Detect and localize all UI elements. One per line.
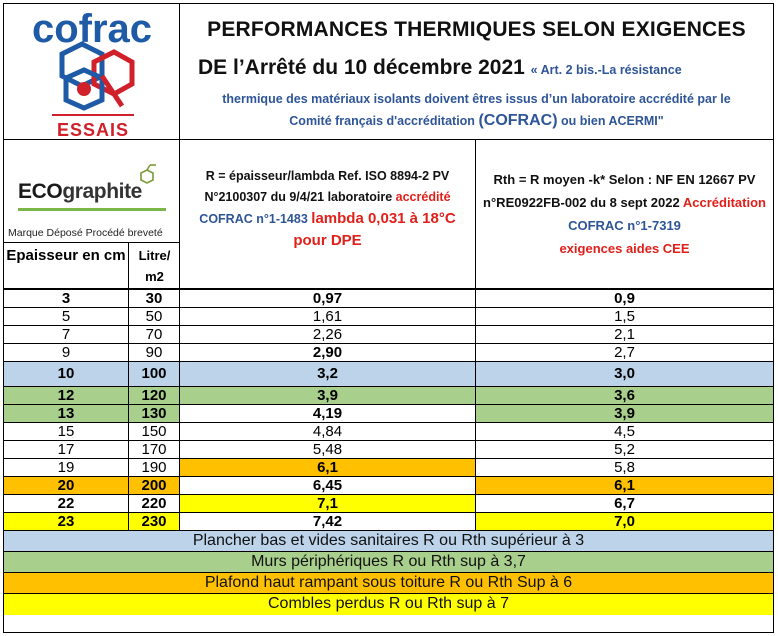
- litre-cell: 70: [129, 326, 180, 343]
- litre-cell: 120: [129, 387, 180, 404]
- table-row: [4, 495, 773, 513]
- cofrac-logo-cell: [4, 4, 180, 140]
- column-header-litre: Litre/ m2: [129, 242, 180, 290]
- rth-value-cell: 4,5: [614, 423, 635, 440]
- table-row: [4, 326, 773, 344]
- thickness-cell: 5: [4, 308, 129, 325]
- ecographite-subtitle: Marque Déposé Procédé breveté: [8, 227, 163, 239]
- rth-value-cell: 3,0: [614, 365, 635, 382]
- performance-table: [3, 3, 774, 633]
- r-value-cell: 4,19: [180, 405, 476, 422]
- r-value-cell: 5,48: [180, 441, 476, 458]
- table-row: [4, 344, 773, 362]
- litre-cell: 230: [129, 513, 180, 530]
- cofrac-logo: [4, 4, 180, 140]
- r-value-cell: 6,45: [180, 477, 476, 494]
- table-row: [4, 459, 773, 477]
- thickness-cell: 20: [4, 477, 129, 494]
- litre-cell: 170: [129, 441, 180, 458]
- thickness-cell: 10: [4, 362, 129, 386]
- thickness-cell: 19: [4, 459, 129, 476]
- table-row: [4, 405, 773, 423]
- r-value-cell: 2,26: [180, 326, 476, 343]
- ecographite-underline: [18, 208, 166, 211]
- r-value-cell: 7,1: [180, 495, 476, 512]
- essais-wordmark: ESSAIS: [56, 120, 130, 140]
- legend-item: Plafond haut rampant sous toiture R ou Rth Sup à 6: [4, 573, 773, 594]
- rth-value-cell: 1,5: [614, 308, 635, 325]
- column-header-rth-text: Rth = R moyen -k* Selon : NF EN 12667 PV n°RE0922FB-002 du 8 sept 2022 Accréditation COFRAC n°1-7319 exigences aides CEE: [483, 172, 766, 256]
- table-row: [4, 362, 773, 387]
- thickness-cell: 7: [4, 326, 129, 343]
- legend-item: Plancher bas et vides sanitaires R ou Rth supérieur à 3: [4, 531, 773, 552]
- thickness-cell: 17: [4, 441, 129, 458]
- thickness-cell: 15: [4, 423, 129, 440]
- thickness-cell: 13: [4, 405, 129, 422]
- table-row: [4, 423, 773, 441]
- title-line-1: PERFORMANCES THERMIQUES SELON EXIGENCES: [207, 18, 746, 41]
- cofrac-cube-icon: [62, 44, 132, 108]
- rth-value-cell: 6,7: [614, 495, 635, 512]
- rth-value-cell: 5,8: [614, 459, 635, 476]
- thickness-cell: 22: [4, 495, 129, 512]
- thickness-cell: 9: [4, 344, 129, 361]
- title-quote: « Art. 2 bis.-La résistance: [530, 63, 682, 77]
- litre-cell: 50: [129, 308, 180, 325]
- table-row: [4, 387, 773, 405]
- cofrac-wordmark: cofrac: [31, 7, 153, 51]
- title-line-3: thermique des matériaux isolants doivent êtres issus d’un laboratoire accrédité par le: [222, 92, 731, 106]
- title-line-4: Comité français d'accréditation (COFRAC) ou bien ACERMI": [289, 112, 664, 129]
- r-value-cell: 2,90: [180, 344, 476, 361]
- legend-item: Murs périphériques R ou Rth sup à 3,7: [4, 552, 773, 573]
- title-line-2: [198, 56, 773, 80]
- r-value-cell: 4,84: [180, 423, 476, 440]
- thickness-cell: 12: [4, 387, 129, 404]
- r-value-cell: 6,1: [180, 459, 476, 476]
- rth-value-cell: 7,0: [476, 513, 773, 530]
- litre-cell: 150: [129, 423, 180, 440]
- header-left: [4, 140, 180, 290]
- title-quote-body: [182, 88, 771, 132]
- litre-cell: 100: [129, 362, 180, 386]
- litre-cell: 90: [129, 344, 180, 361]
- rth-value-cell: 0,9: [614, 290, 635, 307]
- table-row: [4, 513, 773, 531]
- thickness-cell: 23: [4, 513, 129, 530]
- rth-value-cell: 2,1: [614, 326, 635, 343]
- r-value-cell: 7,42: [180, 513, 476, 530]
- r-value-cell: 3,2: [180, 362, 476, 386]
- r-value-cell: 1,61: [180, 308, 476, 325]
- r-value-cell: 3,9: [180, 387, 476, 404]
- title-date: DE l’Arrêté du 10 décembre 2021: [198, 56, 525, 79]
- litre-cell: 220: [129, 495, 180, 512]
- litre-cell: 130: [129, 405, 180, 422]
- rth-value-cell: 3,9: [614, 405, 635, 422]
- rth-value-cell: 6,1: [476, 477, 773, 494]
- legend-item: Combles perdus R ou Rth sup à 7: [4, 594, 773, 615]
- column-header-thickness: Epaisseur en cm: [4, 242, 129, 290]
- rth-value-cell: 2,7: [614, 344, 635, 361]
- r-value-cell: 0,97: [180, 290, 476, 307]
- column-header-r-text: R = épaisseur/lambda Ref. ISO 8894-2 PV N°2100307 du 9/4/21 laboratoire accrédité COFRAC n°1-1483 lambda 0,031 à 18°C pour DPE: [199, 169, 456, 249]
- column-header-r: [180, 140, 476, 290]
- litre-cell: 200: [129, 477, 180, 494]
- table-row: [4, 290, 773, 308]
- column-header-rth: [476, 140, 773, 290]
- table-row: [4, 308, 773, 326]
- thickness-cell: 3: [4, 290, 129, 307]
- table-row: [4, 441, 773, 459]
- table-row: [4, 477, 773, 495]
- rth-value-cell: 5,2: [614, 441, 635, 458]
- litre-cell: 30: [129, 290, 180, 307]
- ecographite-logo: ECOgraphite: [18, 180, 142, 203]
- litre-cell: 190: [129, 459, 180, 476]
- rth-value-cell: 3,6: [614, 387, 635, 404]
- title-block: [180, 4, 773, 140]
